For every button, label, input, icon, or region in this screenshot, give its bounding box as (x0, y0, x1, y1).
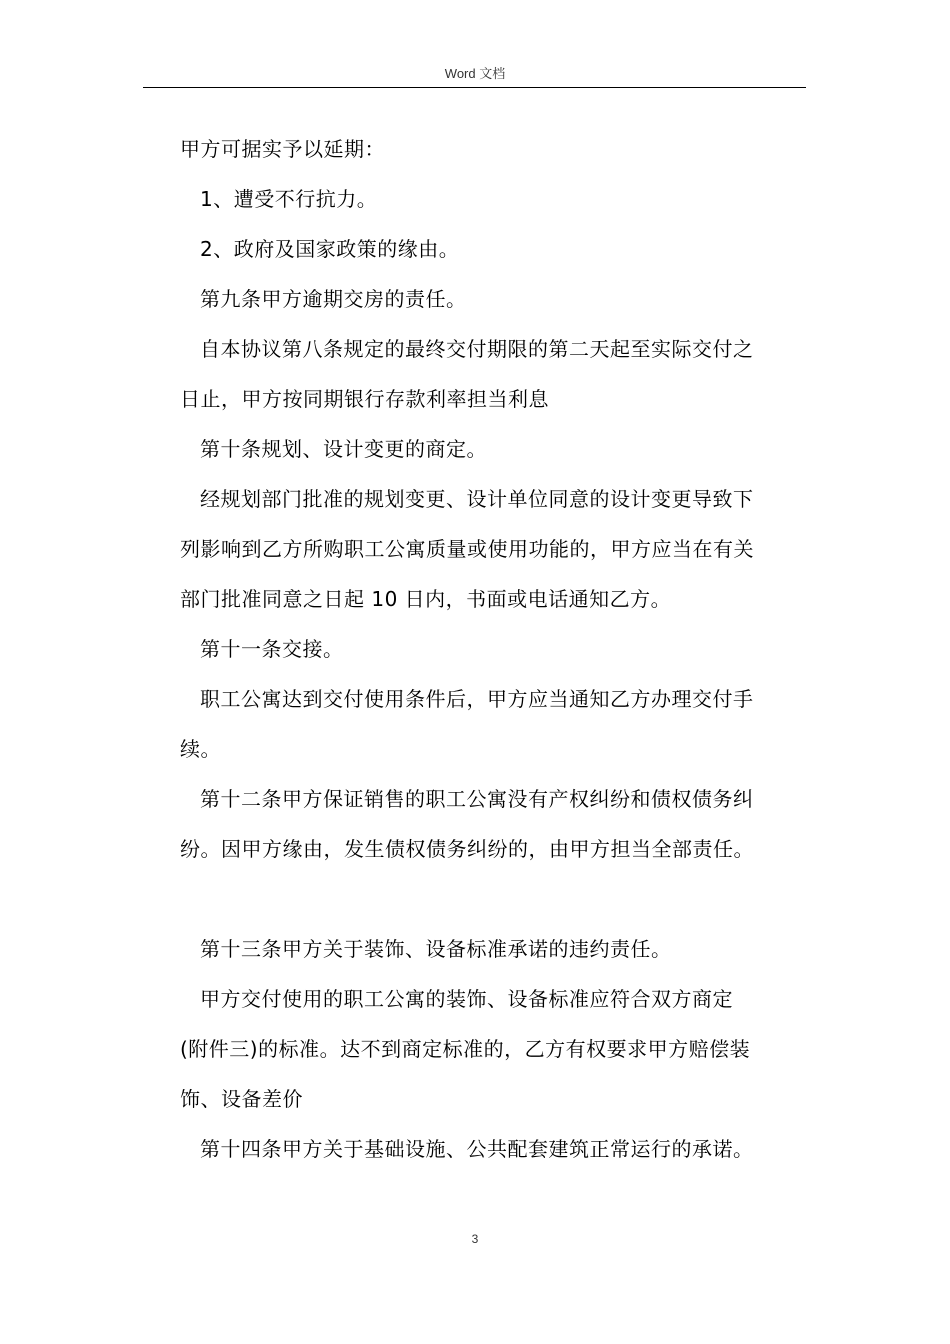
text-line: 甲方可据实予以延期： (180, 137, 385, 161)
text-line: (附件三)的标准。达不到商定标准的，乙方有权要求甲方赔偿装 (180, 1037, 751, 1061)
text-line: 第九条甲方逾期交房的责任。 (200, 287, 467, 311)
text-line: 日止，甲方按同期银行存款利率担当利息 (180, 387, 549, 411)
text-line: 2、政府及国家政策的缘由。 (200, 237, 460, 261)
text-line: 甲方交付使用的职工公寓的装饰、设备标准应符合双方商定 (200, 987, 733, 1011)
header-divider (143, 87, 806, 88)
text-line: 列影响到乙方所购职工公寓质量或使用功能的，甲方应当在有关 (180, 537, 754, 561)
page-number: 3 (471, 1232, 479, 1246)
text-line: 第十条规划、设计变更的商定。 (200, 437, 487, 461)
text-line: 1、遭受不行抗力。 (200, 187, 378, 211)
text-line: 第十四条甲方关于基础设施、公共配套建筑正常运行的承诺。 (200, 1137, 754, 1161)
text-line: 第十三条甲方关于装饰、设备标准承诺的违约责任。 (200, 937, 672, 961)
text-line: 职工公寓达到交付使用条件后，甲方应当通知乙方办理交付手 (200, 687, 754, 711)
text-line: 第十二条甲方保证销售的职工公寓没有产权纠纷和债权债务纠 (200, 787, 754, 811)
text-line: 续。 (180, 737, 221, 761)
text-line: 经规划部门批准的规划变更、设计单位同意的设计变更导致下 (200, 487, 754, 511)
page-header: Word 文档 (444, 66, 506, 81)
text-line: 第十一条交接。 (200, 637, 344, 661)
text-line: 纷。因甲方缘由，发生债权债务纠纷的，由甲方担当全部责任。 (180, 837, 754, 861)
text-line: 自本协议第八条规定的最终交付期限的第二天起至实际交付之 (200, 337, 754, 361)
text-line: 部门批准同意之日起 10 日内，书面或电话通知乙方。 (180, 587, 672, 611)
document-body (180, 124, 806, 1174)
blank-line (180, 874, 806, 924)
text-line: 饰、设备差价 (180, 1087, 303, 1111)
